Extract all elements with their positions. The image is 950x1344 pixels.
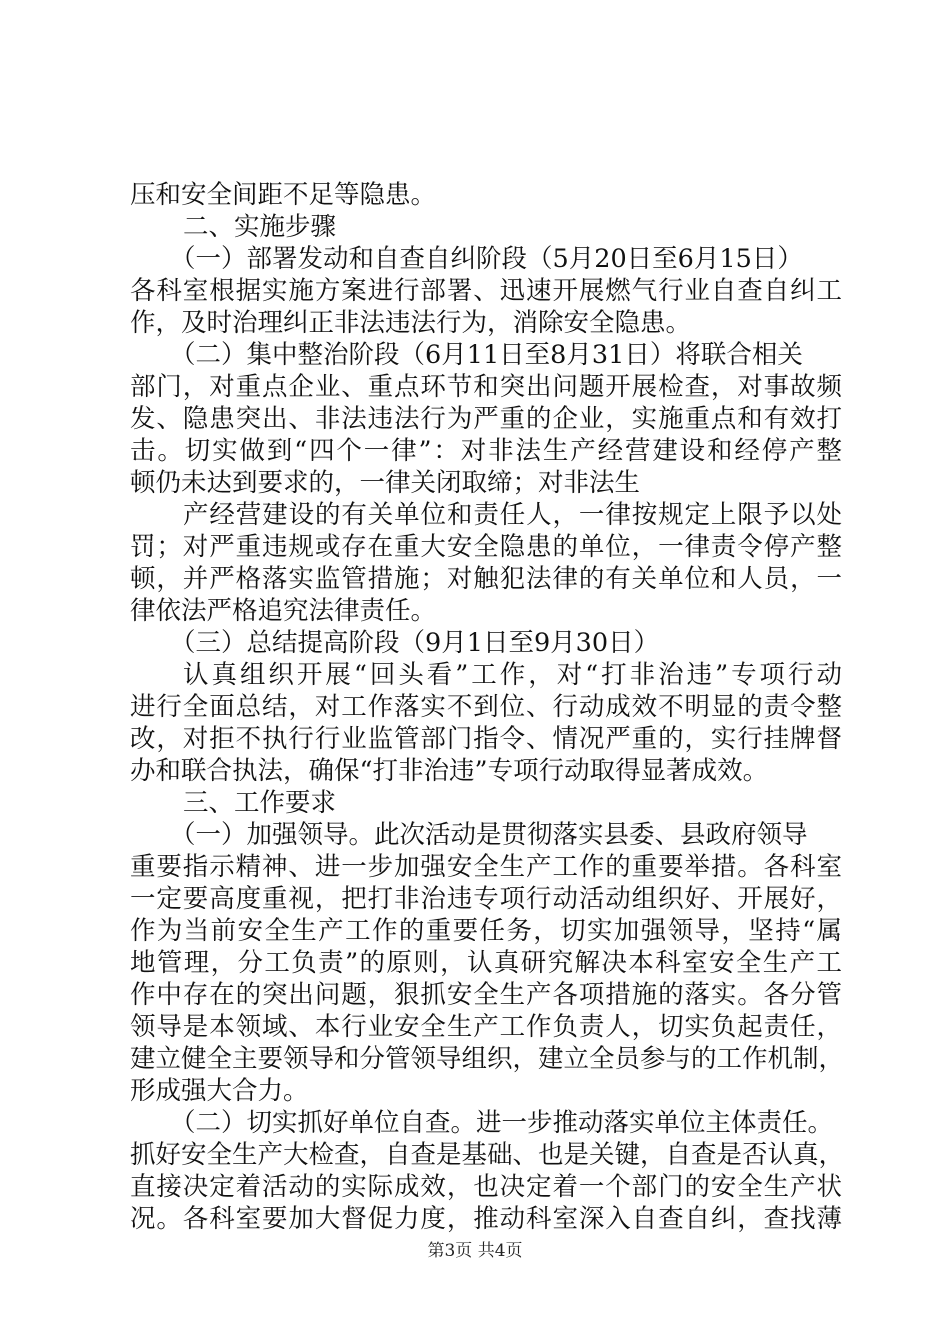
text-line: 罚；对严重违规或存在重大安全隐患的单位，一律责令停产整 (130, 532, 842, 562)
text-line: 况。各科室要加大督促力度，推动科室深入自查自纠，查找薄 (130, 1204, 842, 1234)
text-line: 形成强大合力。 (130, 1076, 309, 1106)
section-heading: 三、工作要求 (183, 788, 337, 818)
text-line: 顿，并严格落实监管措施；对触犯法律的有关单位和人员，一 (130, 564, 842, 594)
text-line: 认真组织开展“回头看”工作，对“打非治违”专项行动 (183, 660, 842, 690)
text-line: 改，对拒不执行行业监管部门指令、情况严重的，实行挂牌督 (130, 724, 842, 754)
text-line: 地管理，分工负责”的原则，认真研究解决本科室安全生产工 (130, 948, 842, 978)
text-line: 一定要高度重视，把打非治违专项行动活动组织好、开展好， (130, 884, 842, 914)
text-line: 抓好安全生产大检查，自查是基础、也是关键，自查是否认真， (130, 1140, 845, 1170)
text-line: 作，及时治理纠正非法违法行为，消除安全隐患。 (130, 308, 692, 338)
text-line: 发、隐患突出、非法违法行为严重的企业，实施重点和有效打 (130, 404, 842, 434)
subsection-heading: （一）加强领导。此次活动是贯彻落实县委、县政府领导 (170, 820, 808, 850)
text-line: 直接决定着活动的实际成效，也决定着一个部门的安全生产状 (130, 1172, 842, 1202)
text-line: 各科室根据实施方案进行部署、迅速开展燃气行业自查自纠工 (130, 276, 842, 306)
subsection-heading: （二）集中整治阶段（6月11日至8月31日）将联合相关 (170, 340, 803, 370)
text-line: 进行全面总结，对工作落实不到位、行动成效不明显的责令整 (130, 692, 842, 722)
text-line: 作为当前安全生产工作的重要任务，切实加强领导，坚持“属 (130, 916, 842, 946)
subsection-heading: （三）总结提高阶段（9月1日至9月30日） (170, 628, 660, 658)
text-line: 律依法严格追究法律责任。 (130, 596, 437, 626)
section-heading: 二、实施步骤 (183, 212, 337, 242)
text-line: 办和联合执法，确保“打非治违”专项行动取得显著成效。 (130, 756, 769, 786)
text-line: 压和安全间距不足等隐患。 (130, 180, 437, 210)
text-line: 建立健全主要领导和分管领导组织，建立全员参与的工作机制， (130, 1044, 845, 1074)
text-line: 部门，对重点企业、重点环节和突出问题开展检查，对事故频 (130, 372, 842, 402)
text-line: 顿仍未达到要求的，一律关闭取缔；对非法生 (130, 468, 641, 498)
subsection-heading: （一）部署发动和自查自纠阶段（5月20日至6月15日） (170, 244, 803, 274)
subsection-heading: （二）切实抓好单位自查。进一步推动落实单位主体责任。 (170, 1108, 834, 1138)
text-line: 击。切实做到“四个一律”：对非法生产经营建设和经停产整 (130, 436, 842, 466)
page-number-footer: 第3页 共4页 (427, 1241, 523, 1261)
text-line: 领导是本领域、本行业安全生产工作负责人，切实负起责任， (130, 1012, 842, 1042)
text-line: 作中存在的突出问题，狠抓安全生产各项措施的落实。各分管 (130, 980, 842, 1010)
text-line: 产经营建设的有关单位和责任人，一律按规定上限予以处 (183, 500, 842, 530)
text-line: 重要指示精神、进一步加强安全生产工作的重要举措。各科室 (130, 852, 842, 882)
